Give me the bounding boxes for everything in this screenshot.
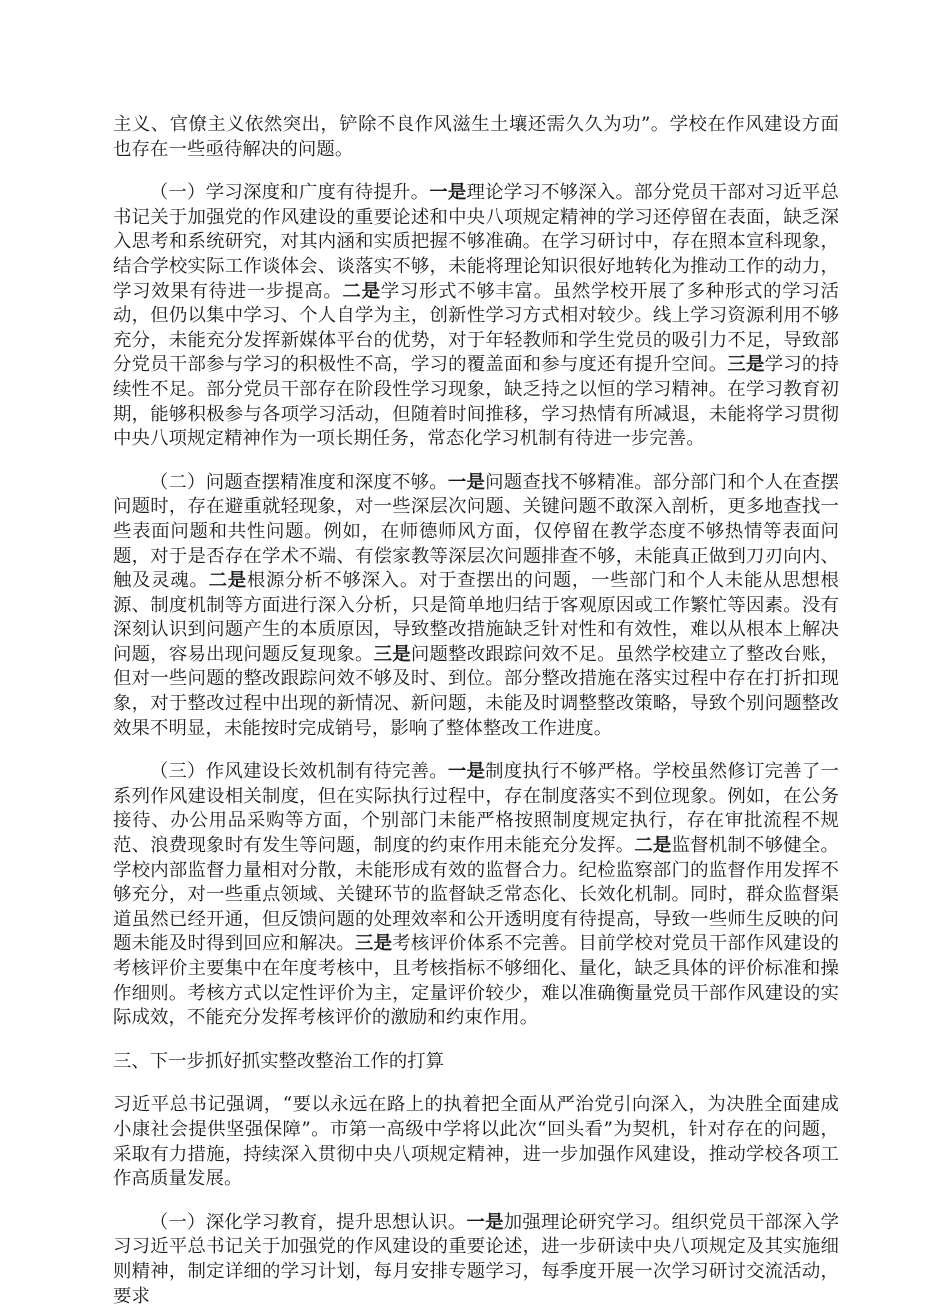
- text-run: 监督机制不够健全。学校内部监督力量相对分散，未能形成有效的监督合力。纪检监察部门的监督作用发挥不够充分，对一些重点领域、关键环节的监督缺乏常态化、长效化机制。同时，群众监督渠道虽然已经开通，但反馈问题的处理效率和公开透明度有待提高，导致一些师生反映的问题未能及时得到回应和解决。: [113, 835, 839, 955]
- emphasis-run: 二是: [342, 280, 381, 302]
- emphasis-run: 一是: [447, 471, 486, 493]
- text-run: 习近平总书记强调，“要以永远在路上的执着把全面从严治党引向深入，为决胜全面建成小康社会提供坚强保障”。市第一高级中学将以此次“回头看”为契机，针对存在的问题，采取有力措施，持续深入贯彻中央八项规定精神，进一步加强作风建设，推动学校各项工作高质量发展。: [113, 1094, 839, 1190]
- text-run: （一）深化学习教育，提升思想认识。: [149, 1211, 467, 1233]
- document-paragraph: [113, 471, 839, 742]
- document-paragraph: [113, 113, 839, 162]
- emphasis-run: 一是: [429, 182, 467, 204]
- text-run: （二）问题查摆精准度和深度不够。: [149, 471, 448, 493]
- text-run: 加强理论研究学习。组织党员干部深入学习习近平总书记关于加强党的作风建设的重要论述，进一步研读中央八项规定及其实施细则精神，制定详细的学习计划，每月安排专题学习，每季度开展一次学习研讨交流活动，要求: [113, 1211, 839, 1307]
- text-run: 学习的持续性不足。部分党员干部存在阶段性学习现象，缺乏持之以恒的学习精神。在学习教育初期，能够积极参与各项学习活动，但随着时间推移，学习热情有所减退，未能将学习贯彻中央八项规定精神作为一项长期任务，常态化学习机制有待进一步完善。: [113, 354, 840, 450]
- emphasis-run: 一是: [447, 761, 486, 783]
- text-run: 考核评价体系不完善。目前学校对党员干部作风建设的考核评价主要集中在年度考核中，且考核指标不够细化、量化，缺乏具体的评价标准和操作细则。考核方式以定性评价为主，定量评价较少，难以准确衡量党员干部作风建设的实际成效，不能充分发挥考核评价的激励和约束作用。: [113, 933, 840, 1029]
- emphasis-run: 三是: [727, 354, 765, 376]
- text-run: 根源分析不够深入。对于查摆出的问题，一些部门和个人未能从思想根源、制度机制等方面进行深入分析，只是简单地归结于客观原因或工作繁忙等因素。没有深刻认识到问题产生的本质原因，导致整改措施缺乏针对性和有效性，难以从根本上解决问题，容易出现问题反复现象。: [113, 570, 839, 665]
- section-heading: [113, 1050, 839, 1075]
- text-run: 制度执行不够严格。学校虽然修订完善了一系列作风建设相关制度，但在实际执行过程中，存在制度落实不到位现象。例如，在公务接待、办公用品采购等方面，个别部门未能严格按照制度规定执行，存在审批流程不规范、浪费现象时有发生等问题，制度的约束作用未能充分发挥。: [113, 761, 839, 857]
- text-run: 问题整改跟踪问效不足。虽然学校建立了整改台账，但对一些问题的整改跟踪问效不够及时、到位。部分整改措施在落实过程中存在打折扣现象，对于整改过程中出现的新情况、新问题，未能及时调整整改策略，导致个别问题整改效果不明显，未能按时完成销号，影响了整体整改工作进度。: [113, 643, 839, 739]
- emphasis-run: 二是: [634, 835, 672, 857]
- document-paragraph: [113, 1093, 839, 1191]
- text-run: （一）学习深度和广度有待提升。: [149, 182, 430, 204]
- emphasis-run: 三是: [373, 643, 411, 665]
- emphasis-run: 二是: [208, 570, 247, 592]
- text-run: 问题查找不够精准。部分部门和个人在查摆问题时，存在避重就轻现象，对一些深层次问题、关键问题不敢深入剖析，更多地查找一些表面问题和共性问题。例如，在师德师风方面，仅停留在教学态度不够热情等表面问题，对于是否存在学术不端、有偿家教等深层次问题排查不够，未能真正做到刀刃向内、触及灵魂。: [113, 471, 839, 592]
- document-body: [113, 113, 839, 1309]
- emphasis-run: 三是: [355, 933, 393, 955]
- text-run: 主义、官僚主义依然突出，铲除不良作风滋生土壤还需久久为功”。学校在作风建设方面也存在一些亟待解决的问题。: [113, 114, 839, 160]
- emphasis-run: 一是: [466, 1211, 504, 1233]
- text-run: （三）作风建设长效机制有待完善。: [149, 761, 448, 783]
- text-run: 理论学习不够深入。部分党员干部对习近平总书记关于加强党的作风建设的重要论述和中央八项规定精神的学习还停留在表面，缺乏深入思考和系统研究，对其内涵和实质把握不够准确。在学习研讨中，存在照本宣科现象，结合学校实际工作谈体会、谈落实不够，未能将理论知识很好地转化为推动工作的动力，学习效果有待进一步提高。: [113, 182, 839, 302]
- text-run: 三、下一步抓好抓实整改整治工作的打算: [113, 1050, 445, 1072]
- document-paragraph: [113, 1211, 839, 1309]
- document-paragraph: [113, 181, 839, 452]
- document-paragraph: [113, 760, 839, 1031]
- text-run: 学习形式不够丰富。虽然学校开展了多种形式的学习活动，但仍以集中学习、个人自学为主，创新性学习方式相对较少。线上学习资源利用不够充分，未能充分发挥新媒体平台的优势，对于年轻教师和学生党员的吸引力不足，导致部分党员干部参与学习的积极性不高，学习的覆盖面和参与度还有提升空间。: [113, 280, 840, 376]
